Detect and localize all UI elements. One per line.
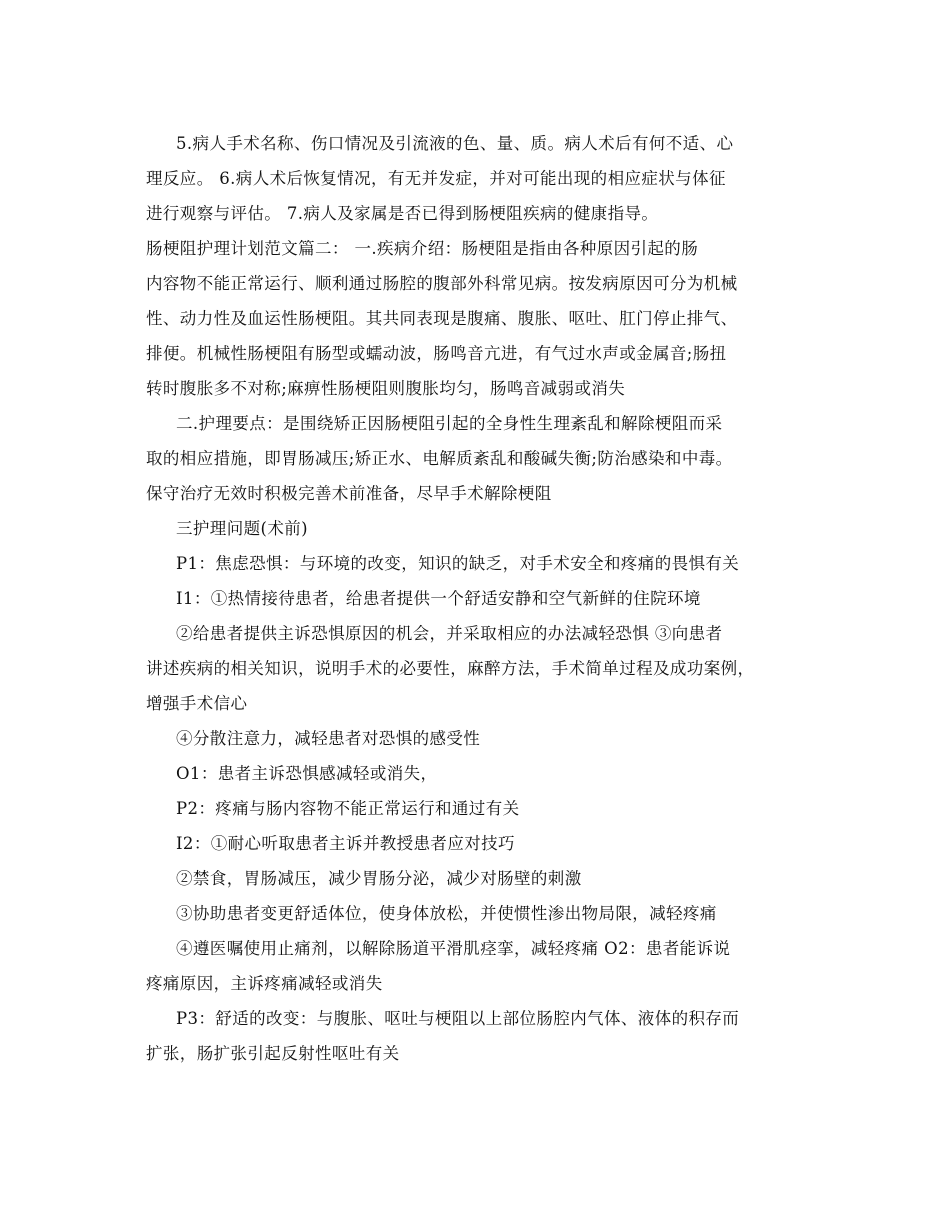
text-line: ②禁食，胃肠减压，减少胃肠分泌，减少对肠壁的刺激 (176, 869, 582, 888)
text-line: 内容物不能正常运行、顺利通过肠腔的腹部外科常见病。按发病原因可分为机械 (146, 274, 738, 293)
text-line: 排便。机械性肠梗阻有肠型或蠕动波，肠鸣音亢进，有气过水声或金属音;肠扭 (146, 344, 727, 363)
text-line: ③协助患者变更舒适体位，使身体放松，并使惯性渗出物局限，减轻疼痛 (176, 904, 717, 923)
text-line: 取的相应措施，即胃肠减压;矫正水、电解质紊乱和酸碱失衡;防治感染和中毒。 (146, 449, 733, 468)
text-line: P3：舒适的改变：与腹胀、呕吐与梗阻以上部位肠腔内气体、液体的积存而 (176, 1009, 740, 1028)
text-line: 增强手术信心 (146, 694, 248, 713)
text-line: I2：①耐心听取患者主诉并教授患者应对技巧 (176, 834, 515, 853)
text-line: 性、动力性及血运性肠梗阻。其共同表现是腹痛、腹胀、呕吐、肛门停止排气、 (146, 309, 738, 328)
text-line: 保守治疗无效时积极完善术前准备，尽早手术解除梗阻 (146, 484, 552, 503)
text-line: 转时腹胀多不对称;麻痹性肠梗阻则腹胀均匀，肠鸣音减弱或消失 (146, 379, 626, 398)
text-line: 进行观察与评估。 7.病人及家属是否已得到肠梗阻疾病的健康指导。 (146, 204, 659, 223)
text-line: P1：焦虑恐惧：与环境的改变，知识的缺乏，对手术安全和疼痛的畏惧有关 (176, 554, 740, 573)
text-line: O1：患者主诉恐惧感减轻或消失， (176, 764, 438, 783)
text-line: 疼痛原因，主诉疼痛减轻或消失 (146, 974, 383, 993)
text-line: 理反应。 6.病人术后恢复情况，有无并发症，并对可能出现的相应症状与体征 (146, 169, 726, 188)
text-line: P2：疼痛与肠内容物不能正常运行和通过有关 (176, 799, 520, 818)
text-line: ④分散注意力，减轻患者对恐惧的感受性 (176, 729, 481, 748)
text-line: 二.护理要点：是围绕矫正因肠梗阻引起的全身性生理紊乱和解除梗阻而采 (176, 414, 723, 433)
text-line: 肠梗阻护理计划范文篇二： 一.疾病介绍：肠梗阻是指由各种原因引起的肠 (146, 239, 699, 258)
text-line: I1：①热情接待患者，给患者提供一个舒适安静和空气新鲜的住院环境 (176, 589, 701, 608)
text-line: ②给患者提供主诉恐惧原因的机会，并采取相应的办法减轻恐惧 ③向患者 (176, 624, 723, 643)
text-line: ④遵医嘱使用止痛剂，以解除肠道平滑肌痉挛，减轻疼痛 O2：患者能诉说 (176, 939, 731, 958)
text-line: 三护理问题(术前) (176, 519, 308, 538)
text-line: 讲述疾病的相关知识，说明手术的必要性，麻醉方法，手术简单过程及成功案例， (146, 659, 755, 678)
text-line: 5.病人手术名称、伤口情况及引流液的色、量、质。病人术后有何不适、心 (176, 134, 734, 153)
text-line: 扩张，肠扩张引起反射性呕吐有关 (146, 1044, 400, 1063)
